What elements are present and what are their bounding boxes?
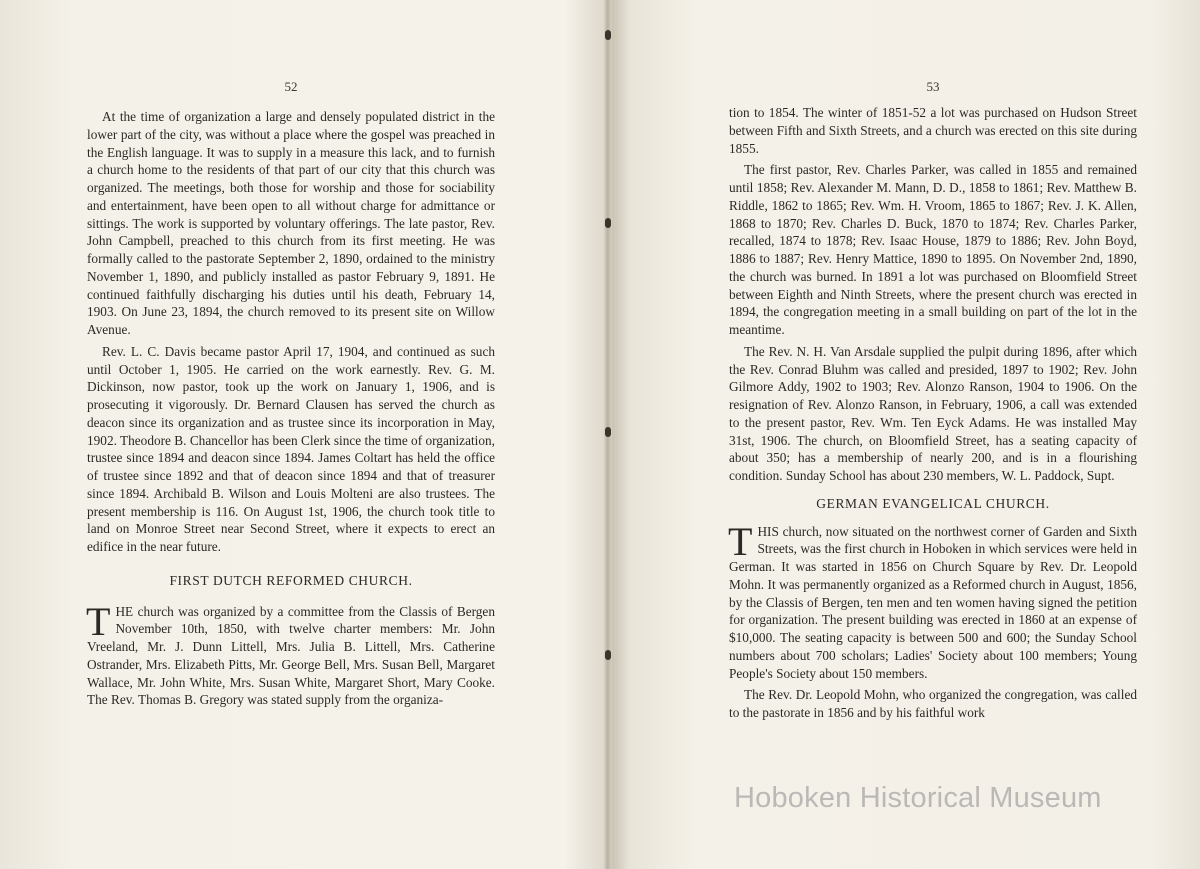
section-text: HE church was organized by a committee from the Classis of Bergen November 10th, 1850, with twelve charter members: Mr. John Vreeland, Mr. J. Dunn Littell, Mrs. Julia B. Littell, Mrs. Catherine Ostrander, Mrs. Elizabeth Pitts, Mr. George Bell, Mrs. Susan Bell, Margaret Wallace, Mr. John White, Mrs. Susan White, Margaret Short, Mary Cooke. The Rev. Thomas B. Gregory was stated supply from the organiza- xyxy=(87,603,495,708)
binding-stitch xyxy=(605,427,611,437)
page-number: 53 xyxy=(926,79,940,94)
page-text xyxy=(87,108,495,713)
paragraph: The first pastor, Rev. Charles Parker, was called in 1855 and remained until 1858; Rev. Alexander M. Mann, D. D., 1858 to 1861; Rev. Matthew B. Riddle, 1862 to 1865; Rev. Wm. H. Vroom, 1865 to 1867; Rev. J. K. Allen, 1868 to 1870; Rev. Charles D. Buck, 1870 to 1874; Rev. Charles Parker, recalled, 1874 to 1878; Rev. Isaac House, 1879 to 1886; Rev. John Boyd, 1886 to 1887; Rev. Henry Mattice, 1890 to 1895. On November 2nd, 1890, the church was burned. In 1891 a lot was purchased on Bloomfield Street between Eighth and Ninth Streets, where the present church was erected in 1894, the congregation meeting in a small building on part of the lot in the meantime. xyxy=(729,162,1137,337)
drop-cap: T xyxy=(728,518,753,564)
section-heading: FIRST DUTCH REFORMED CHURCH. xyxy=(169,572,413,588)
section-text: HIS church, now situated on the northwest corner of Garden and Sixth Streets, was the first church in Hoboken in which services were held in German. It was started in 1856 on Church Square by Rev. Dr. Leopold Mohn. It was permanently organized as a Reformed church in August, 1856, by the Classis of Bergen, ten men and ten women having signed the petition for organization. The present building was erected in 1860 at an expense of $10,000. The seating capacity is between 500 and 600; the Sunday School numbers about 700 scholars; Ladies' Society about 100 members; Young People's Society about 150 members. xyxy=(729,523,1137,681)
binding-stitch xyxy=(605,650,611,660)
page-text xyxy=(729,104,1137,726)
continuation-paragraph: tion to 1854. The winter of 1851-52 a lot was purchased on Hudson Street between Fifth and Sixth Streets, and a church was erected on this site during 1855. xyxy=(729,105,1137,156)
paragraph: The Rev. N. H. Van Arsdale supplied the pulpit during 1896, after which the Rev. Conrad Bluhm was called and presided, 1897 to 1902; Rev. John Gilmore Addy, 1902 to 1903; Rev. Alonzo Ranson, 1904 to 1906. On the resignation of Rev. Alonzo Ranson, in February, 1906, a call was extended to the present pastor, Rev. Wm. Ten Eyck Adams. He was installed May 31st, 1906. The church, on Bloomfield Street, has a seating capacity of about 350; has a membership of nearly 200, and is in a flourishing condition. Sunday School has about 230 members, W. L. Paddock, Supt. xyxy=(729,343,1137,483)
page-number: 52 xyxy=(284,79,298,94)
paragraph: At the time of organization a large and densely populated district in the lower part of the city, was without a place where the gospel was preached in the English language. It was to supply in a measure this lack, and to furnish a church home to the residents of that part of our city that this church was organized. The meetings, both those for worship and those for sociability and entertainment, have been open to all without charge for admittance or sittings. The work is supported by voluntary offerings. The late pastor, Rev. John Campbell, preached to this church from its first meeting. He was formally called to the pastorate September 2, 1890, ordained to the ministry November 1, 1890, and publicly installed as pastor February 9, 1891. He continued faithfully discharging his duties until his death, February 14, 1903. On June 23, 1894, the church removed to its present site on Willow Avenue. xyxy=(87,109,495,337)
binding-stitch xyxy=(605,30,611,40)
section-paragraph xyxy=(728,518,1137,683)
left-page xyxy=(87,0,495,869)
section-paragraph xyxy=(86,598,495,710)
paragraph: The Rev. Dr. Leopold Mohn, who organized the congregation, was called to the pastorate in 1856 and by his faithful work xyxy=(729,687,1137,720)
drop-cap: T xyxy=(86,598,111,644)
binding-stitch xyxy=(605,218,611,228)
right-page xyxy=(729,0,1137,869)
section-heading: GERMAN EVANGELICAL CHURCH. xyxy=(816,495,1050,511)
watermark: Hoboken Historical Museum xyxy=(734,782,1102,814)
paragraph: Rev. L. C. Davis became pastor April 17, 1904, and continued as such until October 1, 1905. He carried on the work earnestly. Rev. G. M. Dickinson, now pastor, took up the work on January 1, 1906, and is prosecuting it vigorously. Dr. Bernard Clausen has served the church as deacon since its organization and as trustee since its incorporation in May, 1902. Theodore B. Chancellor has been Clerk since the time of organization, trustee since 1894 and deacon since 1894. James Coltart has held the office of trustee since 1892 and that of deacon since 1894 and that of treasurer since 1894. Archibald B. Wilson and Louis Molteni are also trustees. The present membership is 116. On August 1st, 1906, the church took title to land on Monroe Street near Second Street, where it expects to erect an edifice in the near future. xyxy=(87,343,495,554)
